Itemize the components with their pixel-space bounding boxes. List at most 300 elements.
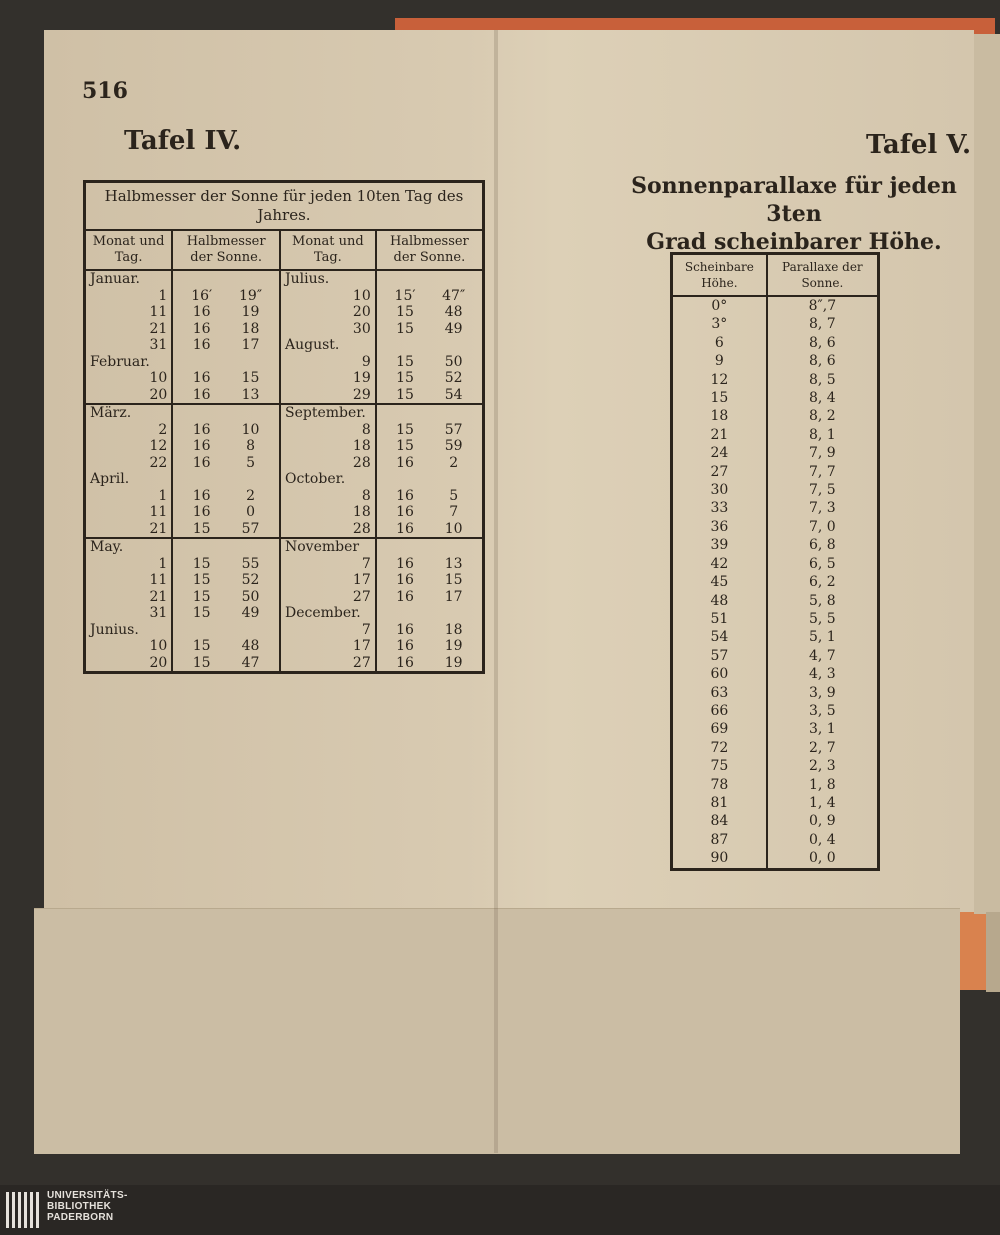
semidiameter-cell [172,504,280,521]
day-cell: 31 [149,337,168,353]
page-number: 516 [82,78,128,104]
altitude-cell: 33 [710,500,729,517]
altitude-cell: 3° [711,316,728,333]
seconds-value: 2 [246,487,255,504]
parallax-cell: 4, 3 [767,665,879,683]
header-semidiameter-2: Halbmesser der Sonne. [376,230,484,270]
altitude-cell: 81 [710,794,729,811]
day-cell: 27 [280,589,376,606]
table-row [85,538,484,556]
day-cell: 30 [280,321,376,338]
parallax-cell: 6, 8 [767,536,879,554]
day-cell: 31 [149,605,168,621]
parallax-cell: 5, 5 [767,610,879,628]
minutes-value: 16 [192,320,211,337]
semidiameter-cell [172,572,280,589]
altitude-cell: 12 [710,371,729,388]
footer-bar [0,1185,1000,1235]
altitude-cell: 27 [710,463,729,480]
month-label: Julius. [280,270,376,288]
table-iv-title: Halbmesser der Sonne für jeden 10ten Tag des Jahres. [85,182,484,231]
table-row [672,757,879,775]
month-label: May. [85,538,173,556]
table-row [85,572,484,589]
month-label: Februar. [90,353,150,370]
seconds-value: 10 [241,421,260,438]
sun-parallax-table [670,252,880,871]
minutes-value: 16 [192,337,211,353]
semidiameter-cell [172,521,280,539]
minutes-value: 16 [396,654,414,671]
semidiameter-cell [172,304,280,321]
seconds-value: 55 [241,555,260,572]
minutes-value: 15 [192,555,211,572]
month-label: April. [90,471,130,487]
month-label: December. [280,605,376,622]
table-row [672,426,879,444]
altitude-cell: 69 [710,721,729,738]
table-row [85,622,484,639]
minutes-value: 15 [192,520,211,537]
month-label: September. [280,404,376,422]
library-name-line1: UNIVERSITÄTS- [47,1190,128,1201]
library-name-line2: BIBLIOTHEK [47,1201,112,1212]
table-row [85,471,484,488]
parallax-cell: 1, 8 [767,776,879,794]
altitude-cell: 57 [710,647,729,664]
semidiameter-cell [172,655,280,673]
minutes-value: 16 [396,588,414,605]
seconds-value: 52 [241,572,260,588]
minutes-value: 15 [192,638,211,654]
semidiameter-cell [376,622,484,639]
altitude-cell: 0° [711,298,728,314]
table-row [672,812,879,830]
seconds-value: 57 [241,520,260,537]
seconds-value: 54 [444,386,463,403]
semidiameter-cell [376,337,484,354]
altitude-cell: 39 [710,537,729,554]
altitude-cell: 6 [714,334,724,351]
parallax-cell: 8, 4 [767,389,879,407]
table-row [85,354,484,371]
day-cell: 1 [158,287,168,304]
minutes-value: 16 [192,386,211,403]
day-cell: 20 [149,386,168,403]
table-row [672,315,879,333]
table-row [672,628,879,646]
minutes-value: 15 [396,304,414,320]
table-row [672,684,879,702]
day-cell: 9 [280,354,376,371]
table-row [672,389,879,407]
seconds-value: 49 [241,605,260,621]
library-name [47,1190,128,1223]
month-label: August. [280,337,376,354]
minutes-value: 15 [192,572,211,588]
semidiameter-cell [376,404,484,422]
seconds-value: 15 [241,370,260,386]
table-row [85,521,484,539]
parallax-cell: 3, 9 [767,684,879,702]
parallax-cell: 8, 1 [767,426,879,444]
header-month-day-2: Monat und Tag. [280,230,376,270]
table-row [672,481,879,499]
parallax-cell: 6, 5 [767,555,879,573]
semidiameter-cell [376,387,484,405]
parallax-cell: 7, 0 [767,518,879,536]
day-cell: 2 [158,421,168,438]
adjacent-page-lower [986,912,1000,992]
altitude-cell: 54 [710,629,729,646]
minutes-value: 16 [192,504,211,520]
day-cell: 11 [149,572,168,588]
altitude-cell: 18 [710,408,729,425]
table-row [85,438,484,455]
seconds-value: 13 [444,555,463,572]
semidiameter-cell [376,270,484,288]
semidiameter-cell [376,572,484,589]
day-cell: 7 [280,622,376,639]
day-cell: 29 [280,387,376,405]
table-row [85,556,484,573]
table-v-title [616,172,972,256]
table-row [672,444,879,462]
altitude-cell: 78 [710,776,729,793]
semidiameter-cell [376,438,484,455]
semidiameter-cell [376,304,484,321]
semidiameter-cell [172,488,280,505]
semidiameter-cell [172,354,280,371]
semidiameter-cell [376,504,484,521]
parallax-cell: 5, 1 [767,628,879,646]
semidiameter-cell [172,556,280,573]
day-cell: 20 [280,304,376,321]
fold-crease [494,30,498,1153]
month-label: Junius. [90,621,139,638]
day-cell: 7 [280,556,376,573]
table-v-heading: Tafel V. [866,130,972,160]
table-v-title-line1: Sonnenparallaxe für jeden 3ten [631,173,957,227]
parallax-cell: 7, 3 [767,499,879,517]
header-parallax: Parallaxe der Sonne. [767,254,879,297]
seconds-value: 5 [449,487,459,504]
month-label: März. [85,404,173,422]
minutes-value: 15 [192,654,211,671]
semidiameter-cell [172,438,280,455]
minutes-value: 16 [192,370,211,386]
altitude-cell: 21 [710,426,729,443]
altitude-cell: 72 [710,739,729,756]
day-cell: 17 [280,572,376,589]
table-row [85,370,484,387]
semidiameter-cell [376,471,484,488]
semidiameter-cell [172,270,280,288]
table-row [85,589,484,606]
day-cell: 19 [280,370,376,387]
seconds-value: 2 [449,454,459,471]
minutes-value: 16 [396,487,414,504]
month-label: November [280,538,376,556]
table-row [85,337,484,354]
header-semidiameter-1: Halbmesser der Sonne. [172,230,280,270]
semidiameter-cell [376,638,484,655]
parallax-cell: 3, 1 [767,720,879,738]
semidiameter-cell [376,538,484,556]
minutes-value: 16 [396,454,414,471]
altitude-cell: 63 [710,684,729,701]
parallax-cell: 0, 4 [767,831,879,849]
day-cell: 18 [280,438,376,455]
library-logo-icon [6,1192,39,1228]
header-month-day-1: Monat und Tag. [85,230,173,270]
seconds-value: 17 [444,588,463,605]
minutes-value: 15 [396,386,414,403]
semidiameter-cell [172,538,280,556]
table-row [672,463,879,481]
minutes-value: 15 [396,353,414,370]
semidiameter-cell [172,387,280,405]
minutes-value: 16 [396,621,414,638]
day-cell: 28 [280,455,376,472]
day-cell: 8 [280,422,376,439]
minutes-value: 16 [396,504,414,520]
seconds-value: 50 [241,588,260,605]
table-row [85,605,484,622]
semidiameter-cell [172,471,280,488]
table-row [85,655,484,673]
table-row [672,573,879,591]
table-row [672,776,879,794]
semidiameter-cell [172,404,280,422]
table-row [672,555,879,573]
header-apparent-altitude: Scheinbare Höhe. [672,254,767,297]
day-cell: 8 [280,488,376,505]
seconds-value: 19 [444,654,463,671]
table-row [85,638,484,655]
seconds-value: 0 [246,504,255,520]
seconds-value: 5 [246,454,255,471]
seconds-value: 18 [444,621,463,638]
table-row [672,536,879,554]
day-cell: 1 [158,555,168,572]
minutes-value: 16 [396,520,414,537]
table-row [85,304,484,321]
minutes-value: 16 [192,438,211,454]
minutes-value: 16 [396,572,414,588]
table-row [672,334,879,352]
table-row [85,321,484,338]
day-cell: 17 [280,638,376,655]
semidiameter-cell [172,638,280,655]
parallax-cell: 0, 0 [767,849,879,869]
parallax-cell: 8, 6 [767,352,879,370]
minutes-value: 15 [396,370,414,386]
seconds-value: 19 [444,638,463,654]
table-row [85,422,484,439]
seconds-value: 7 [449,504,459,520]
parallax-cell: 6, 2 [767,573,879,591]
minutes-value: 16 [396,638,414,654]
day-cell: 10 [149,638,168,654]
altitude-cell: 30 [710,482,729,499]
day-cell: 11 [149,304,168,320]
table-row [672,296,879,315]
altitude-cell: 87 [710,831,729,848]
sun-semidiameter-table [83,180,485,674]
minutes-value: 15 [396,421,414,438]
seconds-value: 48 [241,638,260,654]
semidiameter-cell [376,354,484,371]
parallax-cell: 8, 2 [767,407,879,425]
table-row [672,831,879,849]
minutes-value: 15 [192,605,211,621]
seconds-value: 47″ [442,287,466,304]
semidiameter-cell [376,455,484,472]
minutes-value: 16 [396,555,414,572]
day-cell: 27 [280,655,376,673]
semidiameter-cell [376,605,484,622]
minutes-value: 16′ [191,287,213,304]
semidiameter-cell [376,321,484,338]
minutes-value: 16 [192,421,211,438]
altitude-cell: 60 [710,666,729,683]
day-cell: 12 [149,438,168,454]
semidiameter-cell [376,655,484,673]
altitude-cell: 15 [710,390,729,407]
semidiameter-cell [376,521,484,539]
altitude-cell: 45 [710,574,729,591]
parallax-cell: 8, 5 [767,371,879,389]
parallax-cell: 7, 5 [767,481,879,499]
parallax-cell: 2, 3 [767,757,879,775]
table-row [85,488,484,505]
semidiameter-cell [172,605,280,622]
altitude-cell: 66 [710,702,729,719]
semidiameter-cell [172,288,280,305]
seconds-value: 50 [444,353,463,370]
seconds-value: 59 [444,438,463,454]
table-row [672,499,879,517]
day-cell: 20 [149,654,168,671]
minutes-value: 15′ [394,287,416,304]
table-row [672,610,879,628]
table-row [672,720,879,738]
semidiameter-cell [376,370,484,387]
parallax-cell: 0, 9 [767,812,879,830]
day-cell: 10 [149,370,168,386]
minutes-value: 16 [192,304,211,320]
seconds-value: 13 [241,386,260,403]
parallax-cell: 8″,7 [767,296,879,315]
semidiameter-cell [172,337,280,354]
parallax-cell: 7, 9 [767,444,879,462]
altitude-cell: 84 [710,813,729,830]
semidiameter-cell [172,422,280,439]
minutes-value: 15 [396,320,414,337]
semidiameter-cell [376,488,484,505]
minutes-value: 15 [396,438,414,454]
altitude-cell: 42 [710,555,729,572]
table-iv-heading: Tafel IV. [124,126,242,156]
minutes-value: 16 [192,454,211,471]
parallax-cell: 4, 7 [767,647,879,665]
day-cell: 11 [149,504,168,520]
library-logo [6,1190,128,1228]
seconds-value: 57 [444,421,463,438]
parallax-cell: 1, 4 [767,794,879,812]
parallax-cell: 8, 6 [767,334,879,352]
semidiameter-cell [376,589,484,606]
altitude-cell: 90 [710,850,729,867]
table-row [672,518,879,536]
day-cell: 21 [149,320,168,337]
semidiameter-cell [376,556,484,573]
table-row [672,371,879,389]
parallax-cell: 2, 7 [767,739,879,757]
table-row [672,352,879,370]
seconds-value: 48 [444,304,463,320]
parallax-cell: 3, 5 [767,702,879,720]
semidiameter-cell [376,422,484,439]
day-cell: 18 [280,504,376,521]
seconds-value: 19″ [239,287,263,304]
semidiameter-cell [172,321,280,338]
parallax-cell: 8, 7 [767,315,879,333]
table-row [672,665,879,683]
library-name-line3: PADERBORN [47,1212,114,1223]
table-row [85,504,484,521]
seconds-value: 19 [241,304,260,320]
semidiameter-cell [172,455,280,472]
table-row [85,288,484,305]
parallax-cell: 7, 7 [767,463,879,481]
table-row [85,387,484,405]
table-row [85,270,484,288]
table-row [672,592,879,610]
semidiameter-cell [172,370,280,387]
day-cell: 28 [280,521,376,539]
altitude-cell: 48 [710,592,729,609]
seconds-value: 15 [444,572,463,588]
altitude-cell: 75 [710,758,729,775]
adjacent-page [974,34,1000,914]
day-cell: 22 [149,454,168,471]
table-row [672,849,879,869]
month-label: October. [280,471,376,488]
day-cell: 21 [149,588,168,605]
minutes-value: 16 [192,487,211,504]
day-cell: 10 [280,288,376,305]
seconds-value: 52 [444,370,463,386]
seconds-value: 47 [241,654,260,671]
minutes-value: 15 [192,588,211,605]
seconds-value: 8 [246,438,255,454]
altitude-cell: 51 [710,610,729,627]
parallax-cell: 5, 8 [767,592,879,610]
day-cell: 1 [158,487,168,504]
table-row [85,404,484,422]
table-v-title-line2: Grad scheinbarer Höhe. [646,229,942,255]
semidiameter-cell [172,622,280,639]
seconds-value: 10 [444,520,463,537]
seconds-value: 18 [241,320,260,337]
altitude-cell: 24 [710,445,729,462]
table-row [672,794,879,812]
day-cell: 21 [149,520,168,537]
seconds-value: 49 [444,320,463,337]
altitude-cell: 9 [714,353,724,370]
